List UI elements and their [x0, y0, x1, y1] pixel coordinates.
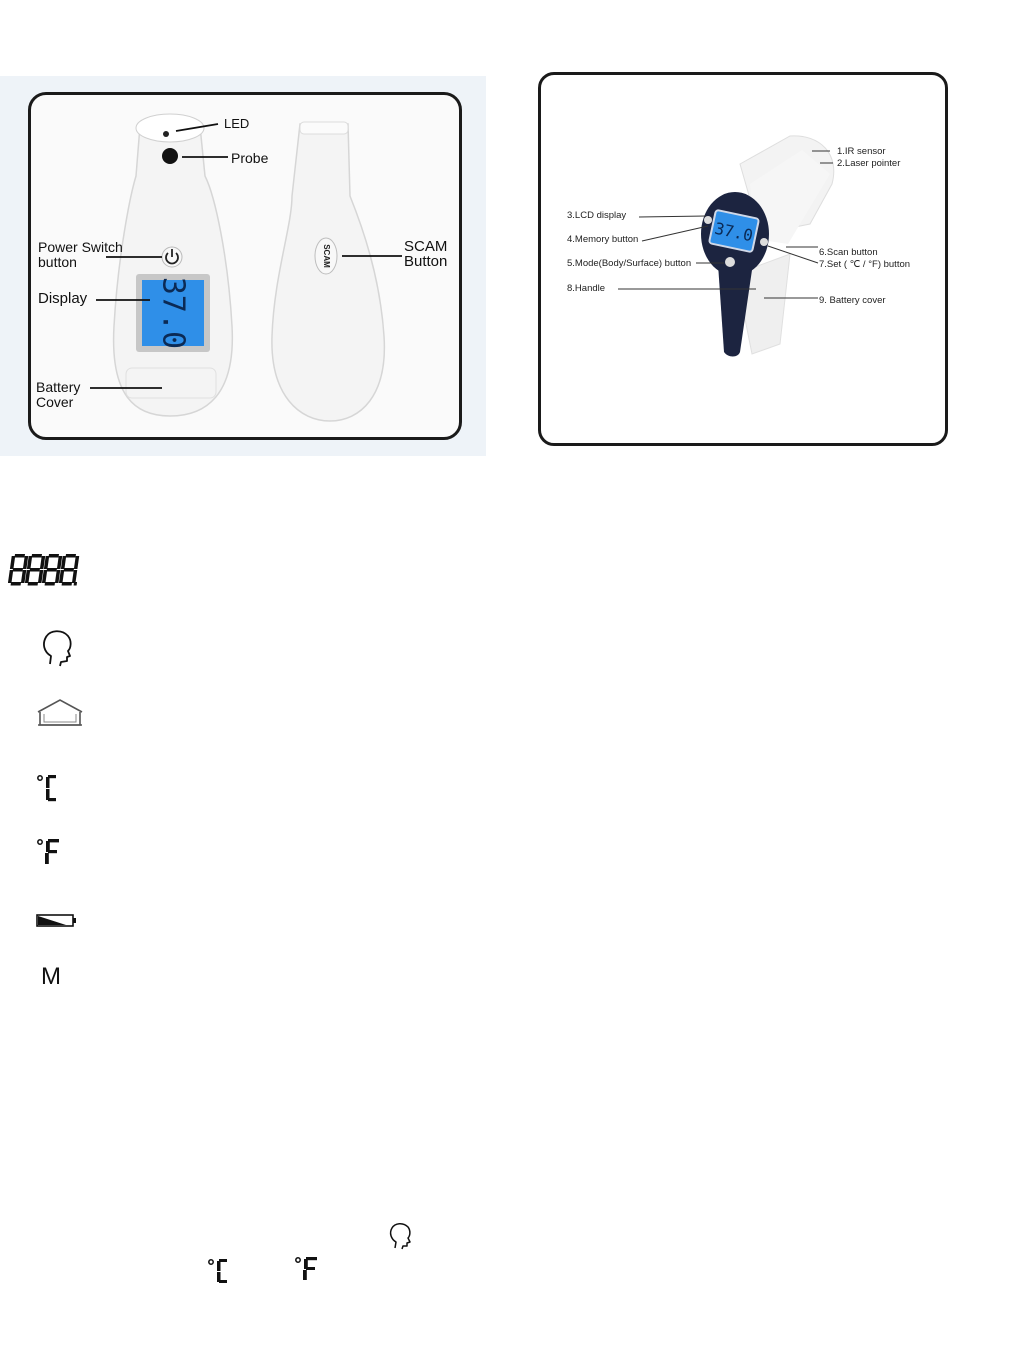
- led-dot: [163, 131, 169, 137]
- label-led: LED: [224, 116, 250, 131]
- label-scam: SCAM: [404, 238, 448, 255]
- fahrenheit-icon-inline: [294, 1256, 320, 1284]
- ir-gun-lcd-reading: 37.0: [712, 218, 755, 246]
- house-icon: [36, 698, 86, 728]
- label-cover: Cover: [36, 394, 74, 410]
- celsius-icon-inline: [207, 1258, 231, 1286]
- label-memory-button: 4.Memory button: [567, 234, 639, 245]
- label-battery-cover: 9. Battery cover: [819, 295, 886, 306]
- low-battery-icon: [36, 912, 78, 930]
- label-set-button: 7.Set ( ℃ / °F) button: [819, 259, 911, 270]
- head-profile-icon-inline: [388, 1222, 412, 1250]
- ir-gun-illustration: [540, 74, 942, 440]
- segment-digits-icon: [8, 554, 82, 588]
- probe-hole: [162, 148, 178, 164]
- label-ir-sensor: 1.IR sensor: [837, 146, 886, 157]
- label-mode-button: 5.Mode(Body/Surface) button: [567, 258, 692, 269]
- label-display: Display: [38, 290, 88, 307]
- label-scam-button: Button: [404, 253, 448, 270]
- label-scan-button: 6.Scan button: [819, 247, 878, 258]
- label-power-switch-2: button: [38, 254, 77, 270]
- celsius-icon: [36, 774, 60, 804]
- label-power-switch: Power Switch: [38, 239, 123, 255]
- scam-button-text: SCAM: [321, 244, 331, 268]
- label-battery: Battery: [36, 379, 81, 395]
- label-probe: Probe: [231, 150, 269, 166]
- fahrenheit-icon: [36, 838, 62, 868]
- label-handle: 8.Handle: [567, 283, 606, 294]
- label-lcd-display: 3.LCD display: [567, 210, 627, 221]
- memory-icon: M: [41, 963, 61, 990]
- label-laser-pointer: 2.Laser pointer: [837, 158, 901, 169]
- lcd-reading: 37.0: [155, 276, 191, 350]
- head-profile-icon: [40, 628, 74, 668]
